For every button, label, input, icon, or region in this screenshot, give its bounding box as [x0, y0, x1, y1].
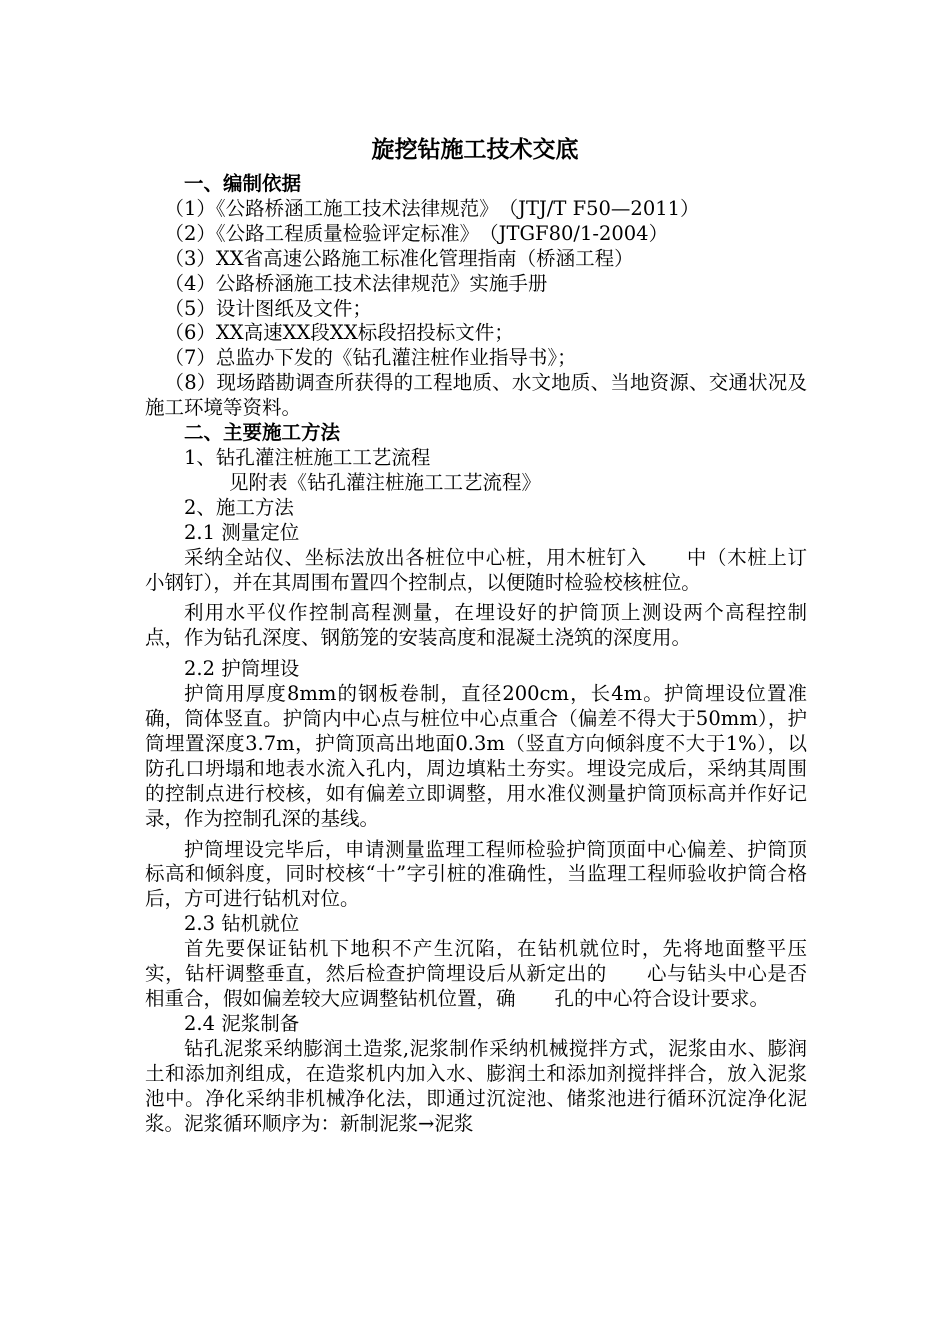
paragraph-2-1-a: 采纳全站仪、坐标法放出各桩位中心桩，用木桩钉入 中（木桩上订小钢钉），并在其周围布置四个控制点，以便随时检验校核桩位。	[145, 545, 807, 594]
subsection-heading-2-2: 2.2 护筒埋设	[184, 657, 300, 681]
method-item-1-note: 见附表《钻孔灌注桩施工工艺流程》	[229, 470, 542, 494]
method-item-1: 1、钻孔灌注桩施工工艺流程	[184, 445, 431, 469]
section-heading-methods: 二、主要施工方法	[184, 421, 341, 445]
section-heading-basis: 一、编制依据	[184, 172, 302, 195]
subsection-heading-2-4: 2.4 泥浆制备	[184, 1011, 300, 1035]
reference-item-3: （3）XX省高速公路施工标准化管理指南（桥涵工程）	[164, 246, 634, 270]
reference-item-2: （2）《公路工程质量检验评定标准》 （JTGF80/1-2004）	[164, 221, 669, 245]
reference-item-1: （1）《公路桥涵工施工技术法律规范》 （JTJ/T F50—2011）	[164, 196, 700, 220]
reference-item-6: （6）XX高速XX段XX标段招投标文件；	[164, 321, 514, 345]
paragraph-2-4: 钻孔泥浆采纳膨润土造浆,泥浆制作采纳机械搅拌方式，泥浆由水、膨润土和添加剂组成，在造浆机内加入水、膨润土和添加剂搅拌拌合，放入泥浆池中。净化采纳非机械净化法，即通过沉淀池、储浆池进行循环沉淀净化泥浆。泥浆循环顺序为：新制泥浆→泥浆	[145, 1036, 807, 1135]
paragraph-2-1-b: 利用水平仪作控制高程测量，在埋设好的护筒顶上测设两个高程控制点，作为钻孔深度、钢筋笼的安装高度和混凝土浇筑的深度用。	[145, 601, 807, 650]
reference-item-5: （5）设计图纸及文件；	[164, 296, 372, 320]
reference-item-4: （4）公路桥涵施工技术法律规范》实施手册	[164, 271, 548, 295]
paragraph-2-3: 首先要保证钻机下地积不产生沉陷，在钻机就位时，先将地面整平压实，钻杆调整垂直，然后检查护筒埋设后从新定出的 心与钻头中心是否相重合，假如偏差较大应调整钻机位置，确 孔的中心符合设计要求。	[145, 937, 807, 1010]
document-body	[145, 172, 807, 1136]
document-title: 旋挖钻施工技术交底	[371, 136, 579, 163]
paragraph-2-2-a: 护筒用厚度8mm的钢板卷制，直径200cm，长4m。护筒埋设位置准确，筒体竖直。护筒内中心点与桩位中心点重合（偏差不得大于50mm），护筒埋置深度3.7m，护筒顶高出地面0.3m（竖直方向倾斜度不大于1%），以防孔口坍塌和地表水流入孔内，周边填粘土夯实。埋设完成后，采纳其周围的控制点进行校核，如有偏差立即调整，用水准仪测量护筒顶标高并作好记录，作为控制孔深的基线。	[145, 682, 807, 830]
paragraph-2-2-b: 护筒埋设完毕后，申请测量监理工程师检验护筒顶面中心偏差、护筒顶标高和倾斜度，同时校核“十”字引桩的准确性，当监理工程师验收护筒合格后，方可进行钻机对位。	[145, 837, 807, 911]
reference-item-8: （8）现场踏勘调查所获得的工程地质、水文地质、当地资源、交通状况及施工环境等资料。	[145, 371, 807, 420]
reference-item-7: （7）总监办下发的《钻孔灌注桩作业指导书》；	[164, 346, 577, 370]
method-item-2: 2、施工方法	[184, 495, 294, 519]
subsection-heading-2-3: 2.3 钻机就位	[184, 912, 300, 936]
subsection-heading-2-1: 2.1 测量定位	[184, 520, 300, 544]
